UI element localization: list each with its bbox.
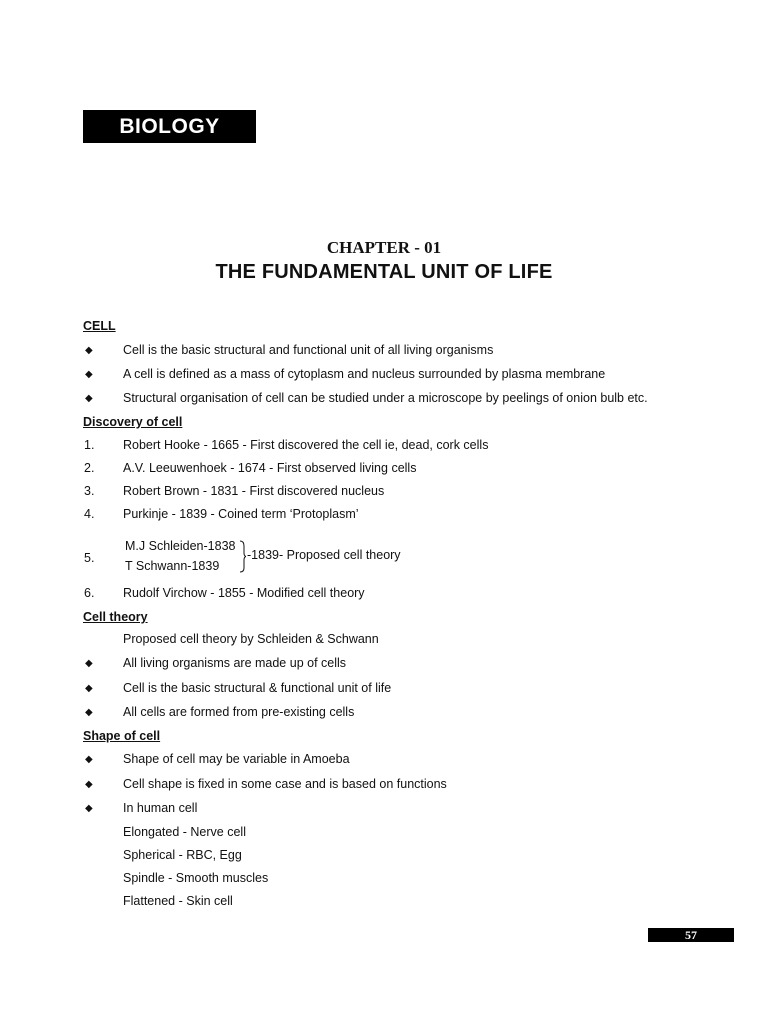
list-item-text: Robert Hooke - 1665 - First discovered the cell ie, dead, cork cells bbox=[123, 438, 489, 452]
list-item bbox=[0, 681, 768, 699]
list-item-text: Robert Brown - 1831 - First discovered nucleus bbox=[123, 484, 385, 498]
list-item-text: A cell is defined as a mass of cytoplasm and nucleus surrounded by plasma membrane bbox=[123, 367, 606, 381]
list-item bbox=[0, 656, 768, 674]
list-item bbox=[0, 461, 768, 479]
human-cell-type bbox=[0, 871, 768, 889]
list-item bbox=[0, 391, 768, 409]
bullet-icon: ◆ bbox=[85, 658, 93, 669]
bullet-icon: ◆ bbox=[85, 803, 93, 814]
human-cell-type bbox=[0, 848, 768, 866]
cell-theory-intro bbox=[0, 632, 768, 650]
list-item bbox=[0, 705, 768, 723]
section-heading-cell: CELL bbox=[83, 319, 116, 333]
subject-banner: BIOLOGY bbox=[83, 110, 256, 143]
list-item bbox=[0, 343, 768, 361]
list-item bbox=[0, 438, 768, 456]
list-number: 4. bbox=[84, 507, 95, 521]
human-cell-text: Spherical - RBC, Egg bbox=[123, 848, 242, 862]
list-item-text: Structural organisation of cell can be studied under a microscope by peelings of onion bulb etc. bbox=[123, 391, 648, 405]
human-cell-type bbox=[0, 894, 768, 912]
list-number: 6. bbox=[84, 586, 95, 600]
list-item-text: Cell shape is fixed in some case and is based on functions bbox=[123, 777, 447, 791]
section-heading-shape: Shape of cell bbox=[83, 729, 161, 743]
brace-icon bbox=[240, 540, 246, 573]
list-number: 1. bbox=[84, 438, 95, 452]
list-item bbox=[0, 586, 768, 604]
list-number: 3. bbox=[84, 484, 95, 498]
bullet-icon: ◆ bbox=[85, 779, 93, 790]
section-heading-discovery: Discovery of cell bbox=[83, 415, 183, 429]
bullet-icon: ◆ bbox=[85, 345, 93, 356]
human-cell-text: Spindle - Smooth muscles bbox=[123, 871, 269, 885]
list-item bbox=[0, 507, 768, 525]
section-heading-cell-theory: Cell theory bbox=[83, 610, 148, 624]
list-item bbox=[0, 801, 768, 819]
bullet-icon: ◆ bbox=[85, 369, 93, 380]
list-item-text: Rudolf Virchow - 1855 - Modified cell theory bbox=[123, 586, 365, 600]
list-item-schleiden-schwann bbox=[0, 538, 768, 578]
list-item bbox=[0, 367, 768, 385]
list-item-text: Purkinje - 1839 - Coined term ‘Protoplasm’ bbox=[123, 507, 359, 521]
chapter-title: THE FUNDAMENTAL UNIT OF LIFE bbox=[215, 261, 553, 283]
scientist-schleiden: M.J Schleiden-1838 bbox=[125, 539, 236, 553]
human-cell-text: Flattened - Skin cell bbox=[123, 894, 233, 908]
list-item bbox=[0, 777, 768, 795]
page-number: 57 bbox=[648, 928, 734, 942]
chapter-number: CHAPTER - 01 bbox=[326, 238, 442, 257]
human-cell-text: Elongated - Nerve cell bbox=[123, 825, 246, 839]
list-item-text: Cell is the basic structural and functional unit of all living organisms bbox=[123, 343, 494, 357]
list-item-text: A.V. Leeuwenhoek - 1674 - First observed living cells bbox=[123, 461, 417, 475]
bullet-icon: ◆ bbox=[85, 754, 93, 765]
cell-theory-note: -1839- Proposed cell theory bbox=[247, 548, 401, 562]
list-item-text: All living organisms are made up of cells bbox=[123, 656, 347, 670]
list-number: 5. bbox=[84, 551, 95, 565]
bullet-icon: ◆ bbox=[85, 707, 93, 718]
list-item-text: Shape of cell may be variable in Amoeba bbox=[123, 752, 350, 766]
list-item bbox=[0, 484, 768, 502]
list-item bbox=[0, 752, 768, 770]
list-number: 2. bbox=[84, 461, 95, 475]
scientist-schwann: T Schwann-1839 bbox=[125, 559, 220, 573]
list-item-text: Cell is the basic structural & functional unit of life bbox=[123, 681, 392, 695]
list-item-text: In human cell bbox=[123, 801, 198, 815]
bullet-icon: ◆ bbox=[85, 683, 93, 694]
bullet-icon: ◆ bbox=[85, 393, 93, 404]
human-cell-type bbox=[0, 825, 768, 843]
intro-text: Proposed cell theory by Schleiden & Schwann bbox=[123, 632, 379, 646]
list-item-text: All cells are formed from pre-existing cells bbox=[123, 705, 355, 719]
